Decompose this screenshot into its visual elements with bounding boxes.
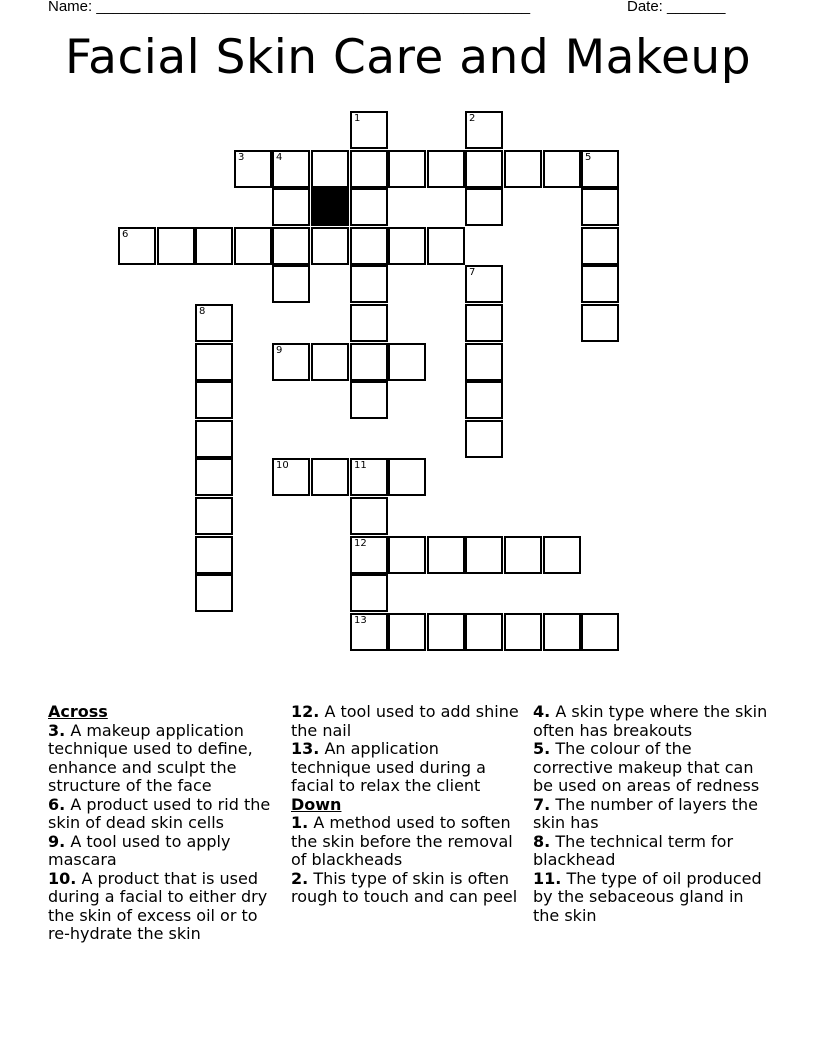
grid-cell[interactable] (465, 111, 503, 149)
grid-cell[interactable] (350, 188, 388, 226)
clues-column-3 (533, 703, 773, 925)
grid-cell[interactable] (234, 227, 272, 265)
clue-number: 3 (238, 152, 245, 163)
grid-cell[interactable] (581, 304, 619, 342)
grid-cell[interactable] (504, 150, 542, 188)
clue-number: 6 (122, 229, 129, 240)
grid-cell[interactable] (350, 497, 388, 535)
grid-cell[interactable] (195, 574, 233, 612)
date-field-label: Date: _______ (627, 0, 726, 15)
across-clue-9: 9. A tool used to apply mascara (48, 831, 231, 869)
clue-number: 13 (354, 615, 367, 626)
grid-cell[interactable] (311, 227, 349, 265)
grid-cell[interactable] (350, 150, 388, 188)
grid-cell[interactable] (543, 150, 581, 188)
grid-cell[interactable] (195, 304, 233, 342)
grid-cell[interactable] (427, 227, 465, 265)
down-clue-11: 11. The type of oil produced by the sebaceous gland in the skin (533, 868, 762, 925)
grid-cell[interactable] (465, 188, 503, 226)
grid-cell[interactable] (350, 111, 388, 149)
grid-cell[interactable] (272, 188, 310, 226)
grid-cell[interactable] (427, 536, 465, 574)
grid-cell[interactable] (195, 381, 233, 419)
grid-cell[interactable] (465, 613, 503, 651)
across-clue-6: 6. A product used to rid the skin of dead skin cells (48, 794, 271, 832)
grid-cell[interactable] (465, 304, 503, 342)
clue-number: 7 (469, 267, 476, 278)
grid-cell[interactable] (388, 343, 426, 381)
down-clue-8: 8. The technical term for blackhead (533, 831, 734, 869)
grid-cell[interactable] (581, 265, 619, 303)
across-clue-13: 13. An application technique used during a facial to relax the client (291, 739, 486, 795)
across-heading: Across (48, 702, 108, 721)
clue-number: 10 (276, 460, 289, 471)
grid-cell[interactable] (195, 227, 233, 265)
clue-number: 4 (276, 152, 283, 163)
grid-cell[interactable] (195, 420, 233, 458)
grid-cell[interactable] (350, 343, 388, 381)
clue-number: 5 (585, 152, 592, 163)
grid-cell[interactable] (272, 150, 310, 188)
grid-cell[interactable] (465, 150, 503, 188)
grid-cell[interactable] (465, 381, 503, 419)
grid-cell[interactable] (504, 536, 542, 574)
clue-number: 11 (354, 460, 367, 471)
grid-cell[interactable] (350, 536, 388, 574)
down-clue-2: 2. This type of skin is often rough to touch and can peel (291, 868, 518, 906)
grid-cell[interactable] (388, 613, 426, 651)
grid-cell[interactable] (581, 227, 619, 265)
down-clue-1: 1. A method used to soften the skin before the removal of blackheads (291, 813, 513, 869)
grid-cell[interactable] (350, 265, 388, 303)
clue-number: 8 (199, 306, 206, 317)
grid-cell[interactable] (427, 613, 465, 651)
grid-cell[interactable] (465, 343, 503, 381)
grid-cell[interactable] (195, 497, 233, 535)
grid-cell[interactable] (272, 227, 310, 265)
grid-cell[interactable] (157, 227, 195, 265)
grid-cell[interactable] (311, 458, 349, 496)
grid-cell[interactable] (581, 613, 619, 651)
across-clue-10: 10. A product that is used during a facial to either dry the skin of excess oil or to re-hydrate the skin (48, 868, 268, 943)
grid-cell[interactable] (350, 381, 388, 419)
grid-cell[interactable] (388, 227, 426, 265)
across-clue-3: 3. A makeup application technique used to define, enhance and sculpt the structure of the face (48, 720, 253, 795)
grid-cell[interactable] (543, 536, 581, 574)
name-field-label: Name: ____________________________________________________ (48, 0, 531, 15)
clues-column-1 (48, 703, 280, 944)
down-heading: Down (291, 794, 342, 814)
page-title: Facial Skin Care and Makeup (64, 30, 752, 85)
grid-cell[interactable] (465, 265, 503, 303)
grid-cell[interactable] (350, 227, 388, 265)
clue-number: 2 (469, 113, 476, 124)
clue-number: 9 (276, 345, 283, 356)
grid-cell[interactable] (195, 343, 233, 381)
grid-cell[interactable] (388, 536, 426, 574)
grid-cell[interactable] (350, 304, 388, 342)
grid-cell[interactable] (272, 343, 310, 381)
grid-cell[interactable] (581, 188, 619, 226)
grid-cell[interactable] (118, 227, 156, 265)
black-cell (311, 188, 349, 226)
grid-cell[interactable] (272, 265, 310, 303)
grid-cell[interactable] (311, 343, 349, 381)
grid-cell[interactable] (388, 150, 426, 188)
grid-cell[interactable] (465, 420, 503, 458)
across-clue-12: 12. A tool used to add shine the nail (291, 702, 519, 740)
grid-cell[interactable] (234, 150, 272, 188)
clue-number: 1 (354, 113, 361, 124)
grid-cell[interactable] (504, 613, 542, 651)
grid-cell[interactable] (195, 458, 233, 496)
grid-cell[interactable] (311, 150, 349, 188)
clues-column-2 (291, 703, 523, 907)
grid-cell[interactable] (581, 150, 619, 188)
clue-number: 12 (354, 538, 367, 549)
grid-cell[interactable] (465, 536, 503, 574)
grid-cell[interactable] (350, 613, 388, 651)
down-clue-4: 4. A skin type where the skin often has breakouts (533, 702, 768, 740)
grid-cell[interactable] (195, 536, 233, 574)
grid-cell[interactable] (350, 458, 388, 496)
down-clue-5: 5. The colour of the corrective makeup that can be used on areas of redness (533, 739, 760, 795)
grid-cell[interactable] (543, 613, 581, 651)
down-clue-7: 7. The number of layers the skin has (533, 794, 759, 832)
grid-cell[interactable] (388, 458, 426, 496)
grid-cell[interactable] (427, 150, 465, 188)
grid-cell[interactable] (350, 574, 388, 612)
grid-cell[interactable] (272, 458, 310, 496)
